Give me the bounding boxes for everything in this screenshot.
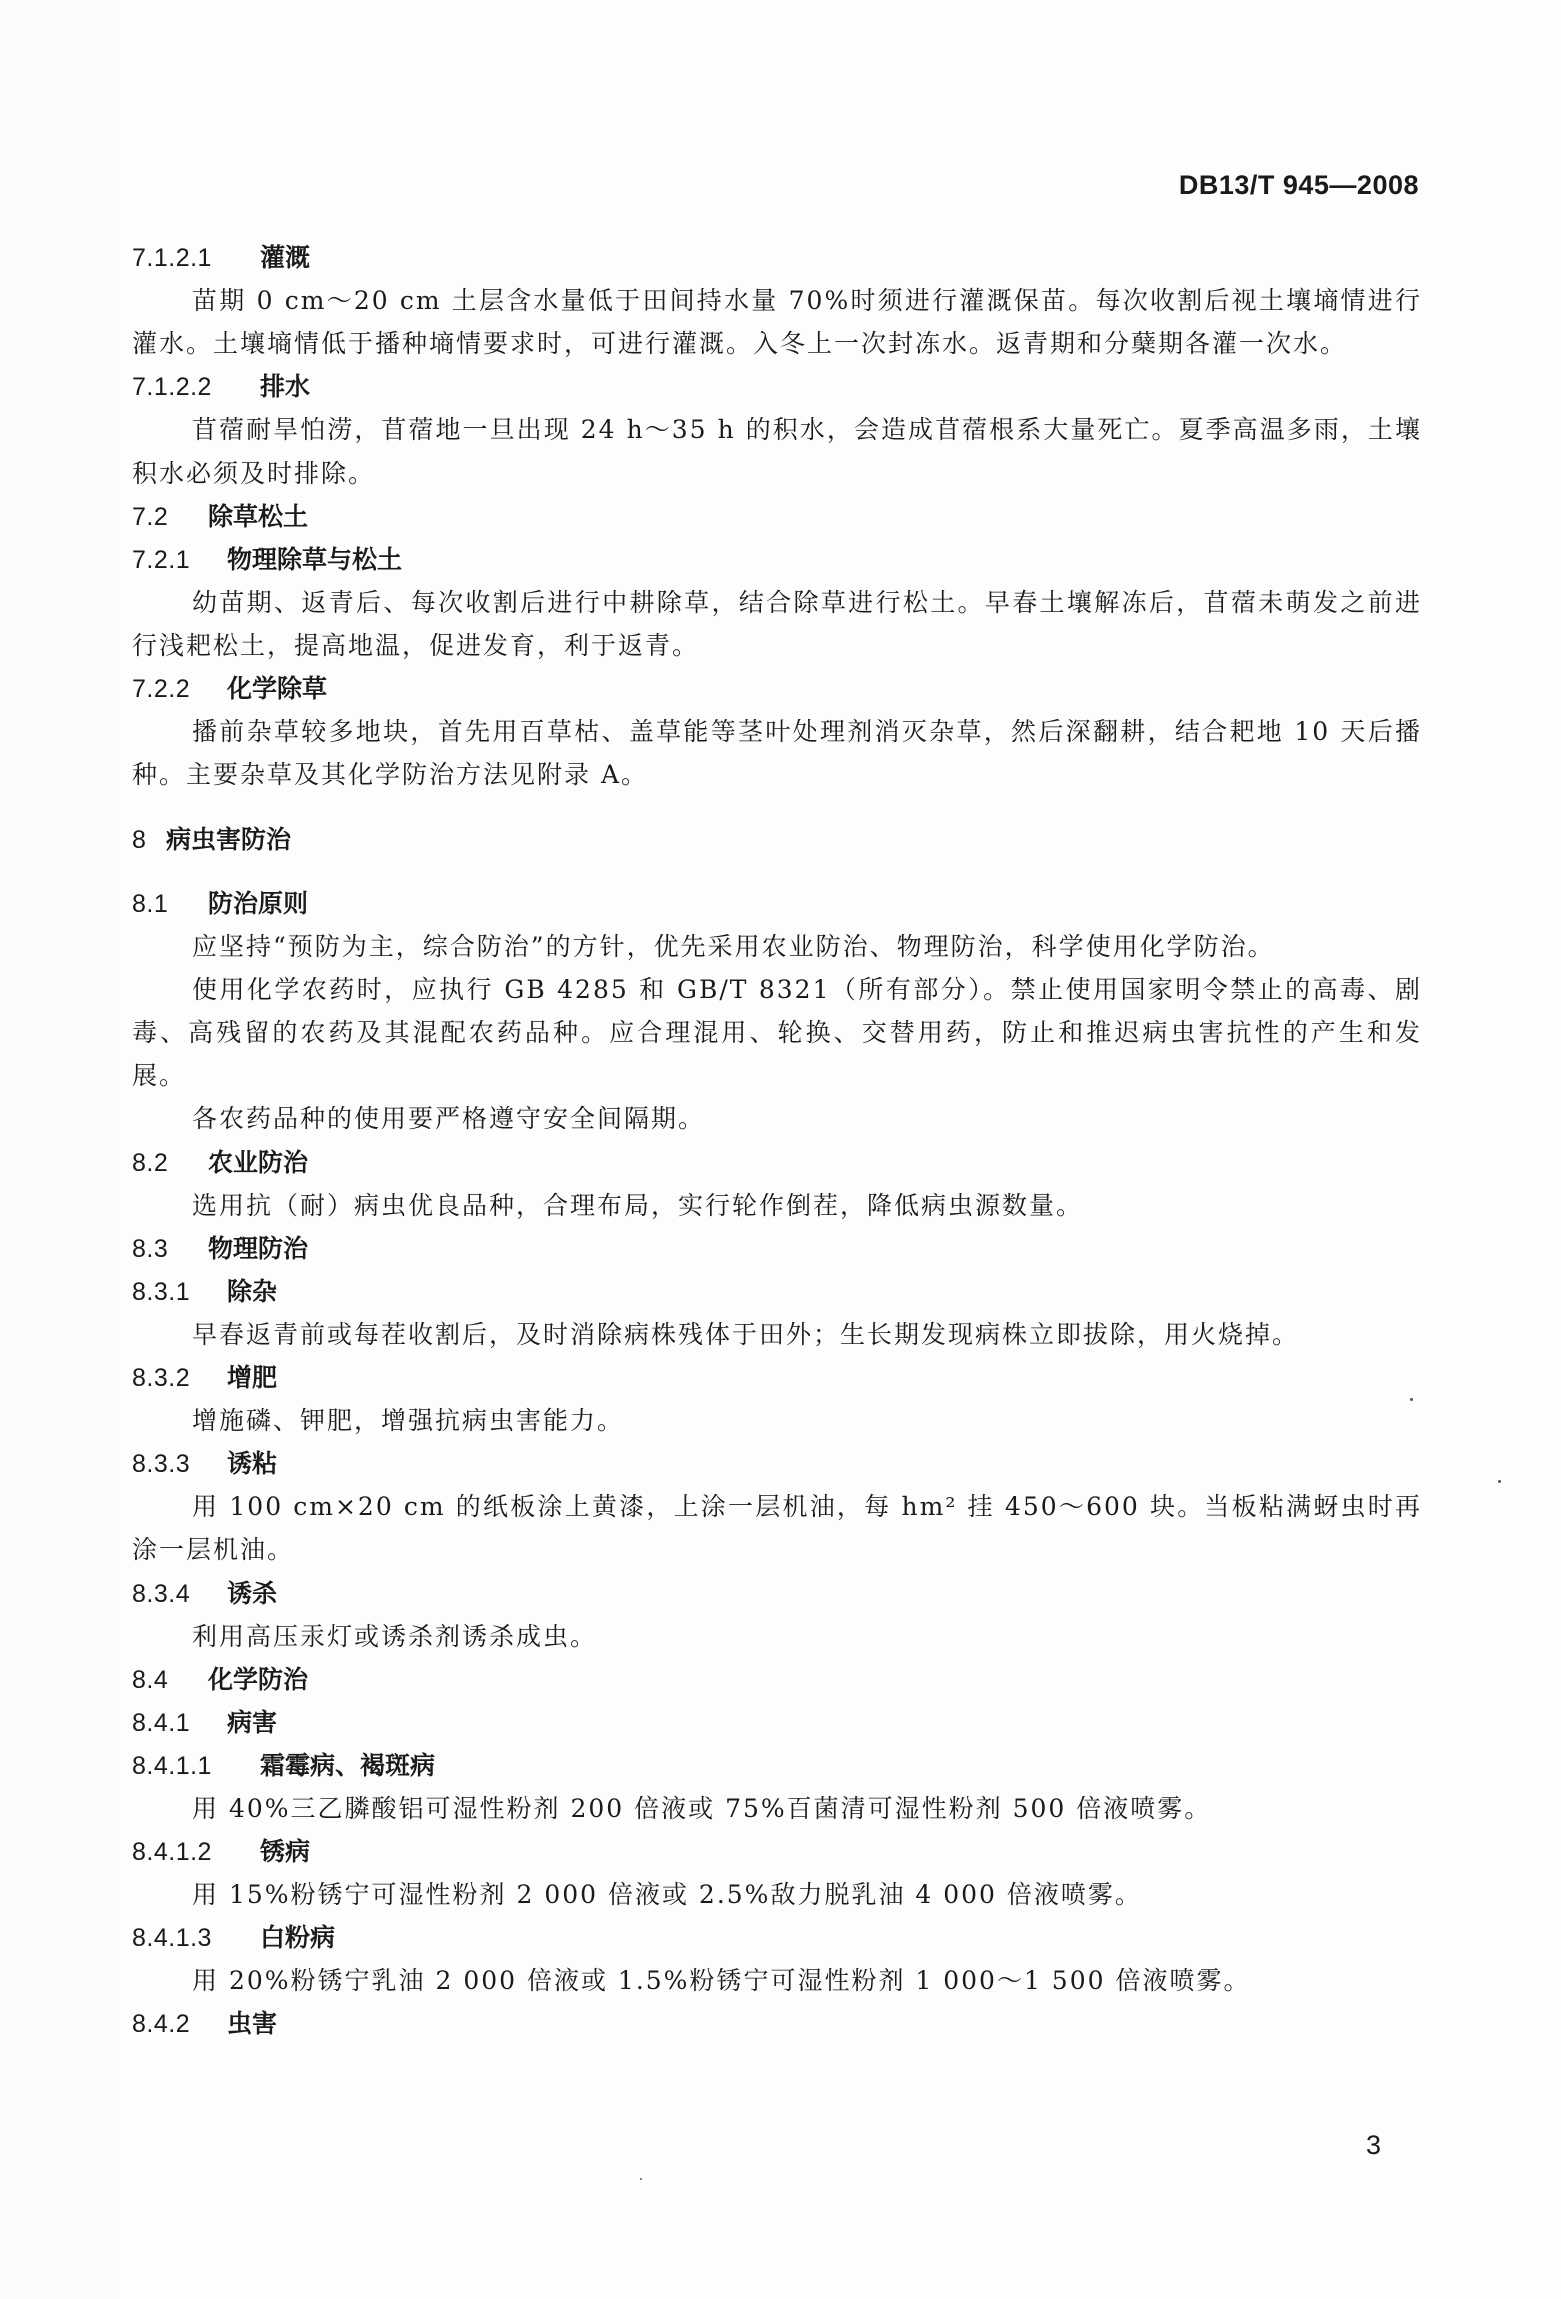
section-heading (132, 1701, 1422, 1744)
section-number: 8.4.1.2 (132, 1838, 212, 1867)
section-title: 化学防治 (208, 1664, 309, 1694)
section-heading (132, 365, 1422, 408)
section-heading (132, 882, 1422, 925)
paragraph: 增施磷、钾肥，增强抗病虫害能力。 (192, 1406, 625, 1436)
section-number: 8.4.1 (132, 1708, 191, 1737)
section-heading (132, 1744, 1422, 1787)
section-number: 8.3.4 (132, 1579, 191, 1608)
section-number: 8.3.1 (132, 1277, 191, 1306)
document-body (132, 236, 1422, 2045)
section-title: 防治原则 (208, 888, 309, 918)
section-title: 除杂 (227, 1276, 278, 1306)
document-code: DB13/T 945—2008 (1178, 170, 1419, 200)
section-title: 诱粘 (227, 1449, 278, 1479)
section-heading (132, 2002, 1422, 2045)
section-number: 8.4 (132, 1665, 169, 1694)
scan-speck (640, 2178, 642, 2180)
section-number: 8.4.2 (132, 2010, 191, 2039)
section-number: 8.3.3 (132, 1450, 191, 1479)
paragraph: 播前杂草较多地块，首先用百草枯、盖草能等茎叶处理剂消灭杂草，然后深翻耕，结合耙地 10 天后播种。主要杂草及其化学防治方法见附录 A。 (132, 717, 1422, 790)
paragraph: 各农药品种的使用要严格遵守安全间隔期。 (192, 1104, 706, 1134)
section-number: 8.1 (132, 889, 169, 918)
paragraph: 早春返青前或每茬收割后，及时消除病株残体于田外；生长期发现病株立即拔除，用火烧掉。 (192, 1319, 1300, 1349)
paragraph: 苗期 0 cm～20 cm 土层含水量低于田间持水量 70%时须进行灌溉保苗。每次收割后视土壤墒情进行灌水。土壤墒情低于播种墒情要求时，可进行灌溉。入冬上一次封冻水。返青期和分蘖期各灌一次水。 (132, 286, 1422, 359)
scan-speck (1498, 1480, 1501, 1483)
section-title: 锈病 (260, 1837, 311, 1867)
section-title: 除草松土 (208, 501, 309, 531)
section-heading (132, 236, 1422, 279)
section-heading (132, 667, 1422, 710)
paragraph: 用 20%粉锈宁乳油 2 000 倍液或 1.5%粉锈宁可湿性粉剂 1 000～1 500 倍液喷雾。 (192, 1966, 1251, 1996)
section-title: 增肥 (227, 1363, 278, 1393)
section-number: 8.3.2 (132, 1364, 191, 1393)
section-heading (132, 1270, 1422, 1313)
section-title: 虫害 (227, 2009, 278, 2039)
section-heading (132, 1658, 1422, 1701)
section-heading (132, 1356, 1422, 1399)
section-number: 7.2.2 (132, 675, 191, 704)
section-heading (132, 495, 1422, 538)
paragraph: 用 15%粉锈宁可湿性粉剂 2 000 倍液或 2.5%敌力脱乳油 4 000 倍液喷雾。 (192, 1880, 1142, 1910)
paragraph: 选用抗（耐）病虫优良品种，合理布局，实行轮作倒茬，降低病虫源数量。 (192, 1190, 1084, 1220)
section-title: 物理除草与松土 (227, 544, 403, 574)
page-number: 3 (1366, 2130, 1382, 2160)
section-number: 8.4.1.1 (132, 1751, 212, 1780)
section-title: 病害 (227, 1707, 278, 1737)
section-heading (132, 1442, 1422, 1485)
section-title: 排水 (260, 372, 311, 402)
section-heading (132, 1227, 1422, 1270)
paragraph: 应坚持“预防为主，综合防治”的方针，优先采用农业防治、物理防治，科学使用化学防治。 (192, 931, 1275, 961)
section-heading (132, 1572, 1422, 1615)
section-number: 7.2.1 (132, 545, 191, 574)
section-title: 诱杀 (227, 1578, 278, 1608)
paragraph: 利用高压汞灯或诱杀剂诱杀成虫。 (192, 1621, 598, 1651)
section-title: 白粉病 (260, 1923, 336, 1953)
scan-speck (1410, 1398, 1413, 1401)
section-number: 7.2 (132, 502, 169, 531)
section-number: 8.4.1.3 (132, 1924, 212, 1953)
section-heading (132, 1830, 1422, 1873)
section-title: 化学除草 (227, 674, 328, 704)
section-title: 灌溉 (260, 243, 311, 272)
section-heading (132, 1141, 1422, 1184)
section-heading (132, 1916, 1422, 1959)
paragraph: 用 40%三乙膦酸铝可湿性粉剂 200 倍液或 75%百菌清可湿性粉剂 500 倍液喷雾。 (192, 1793, 1212, 1823)
section-number: 8.2 (132, 1148, 169, 1177)
section-title: 农业防治 (208, 1147, 309, 1177)
paragraph: 用 100 cm×20 cm 的纸板涂上黄漆，上涂一层机油，每 hm² 挂 450～600 块。当板粘满蚜虫时再涂一层机油。 (132, 1492, 1422, 1565)
section-heading (132, 538, 1422, 581)
section-number: 8.3 (132, 1234, 169, 1263)
chapter-heading (132, 818, 1422, 861)
paragraph: 幼苗期、返青后、每次收割后进行中耕除草，结合除草进行松土。早春土壤解冻后，苜蓿未萌发之前进行浅耙松土，提高地温，促进发育，利于返青。 (132, 587, 1422, 661)
chapter-number: 8 (132, 825, 147, 854)
paragraph: 使用化学农药时，应执行 GB 4285 和 GB/T 8321（所有部分）。禁止使用国家明令禁止的高毒、剧毒、高残留的农药及其混配农药品种。应合理混用、轮换、交替用药，防止和推迟病虫害抗性的产生和发展。 (132, 974, 1422, 1091)
section-number: 7.1.2.2 (132, 373, 212, 402)
section-title: 霜霉病、褐斑病 (260, 1750, 436, 1780)
section-number: 7.1.2.1 (132, 244, 212, 272)
section-title: 物理防治 (208, 1233, 309, 1263)
chapter-title: 病虫害防治 (166, 824, 292, 854)
paragraph: 苜蓿耐旱怕涝，苜蓿地一旦出现 24 h～35 h 的积水，会造成苜蓿根系大量死亡。夏季高温多雨，土壤积水必须及时排除。 (132, 415, 1422, 488)
